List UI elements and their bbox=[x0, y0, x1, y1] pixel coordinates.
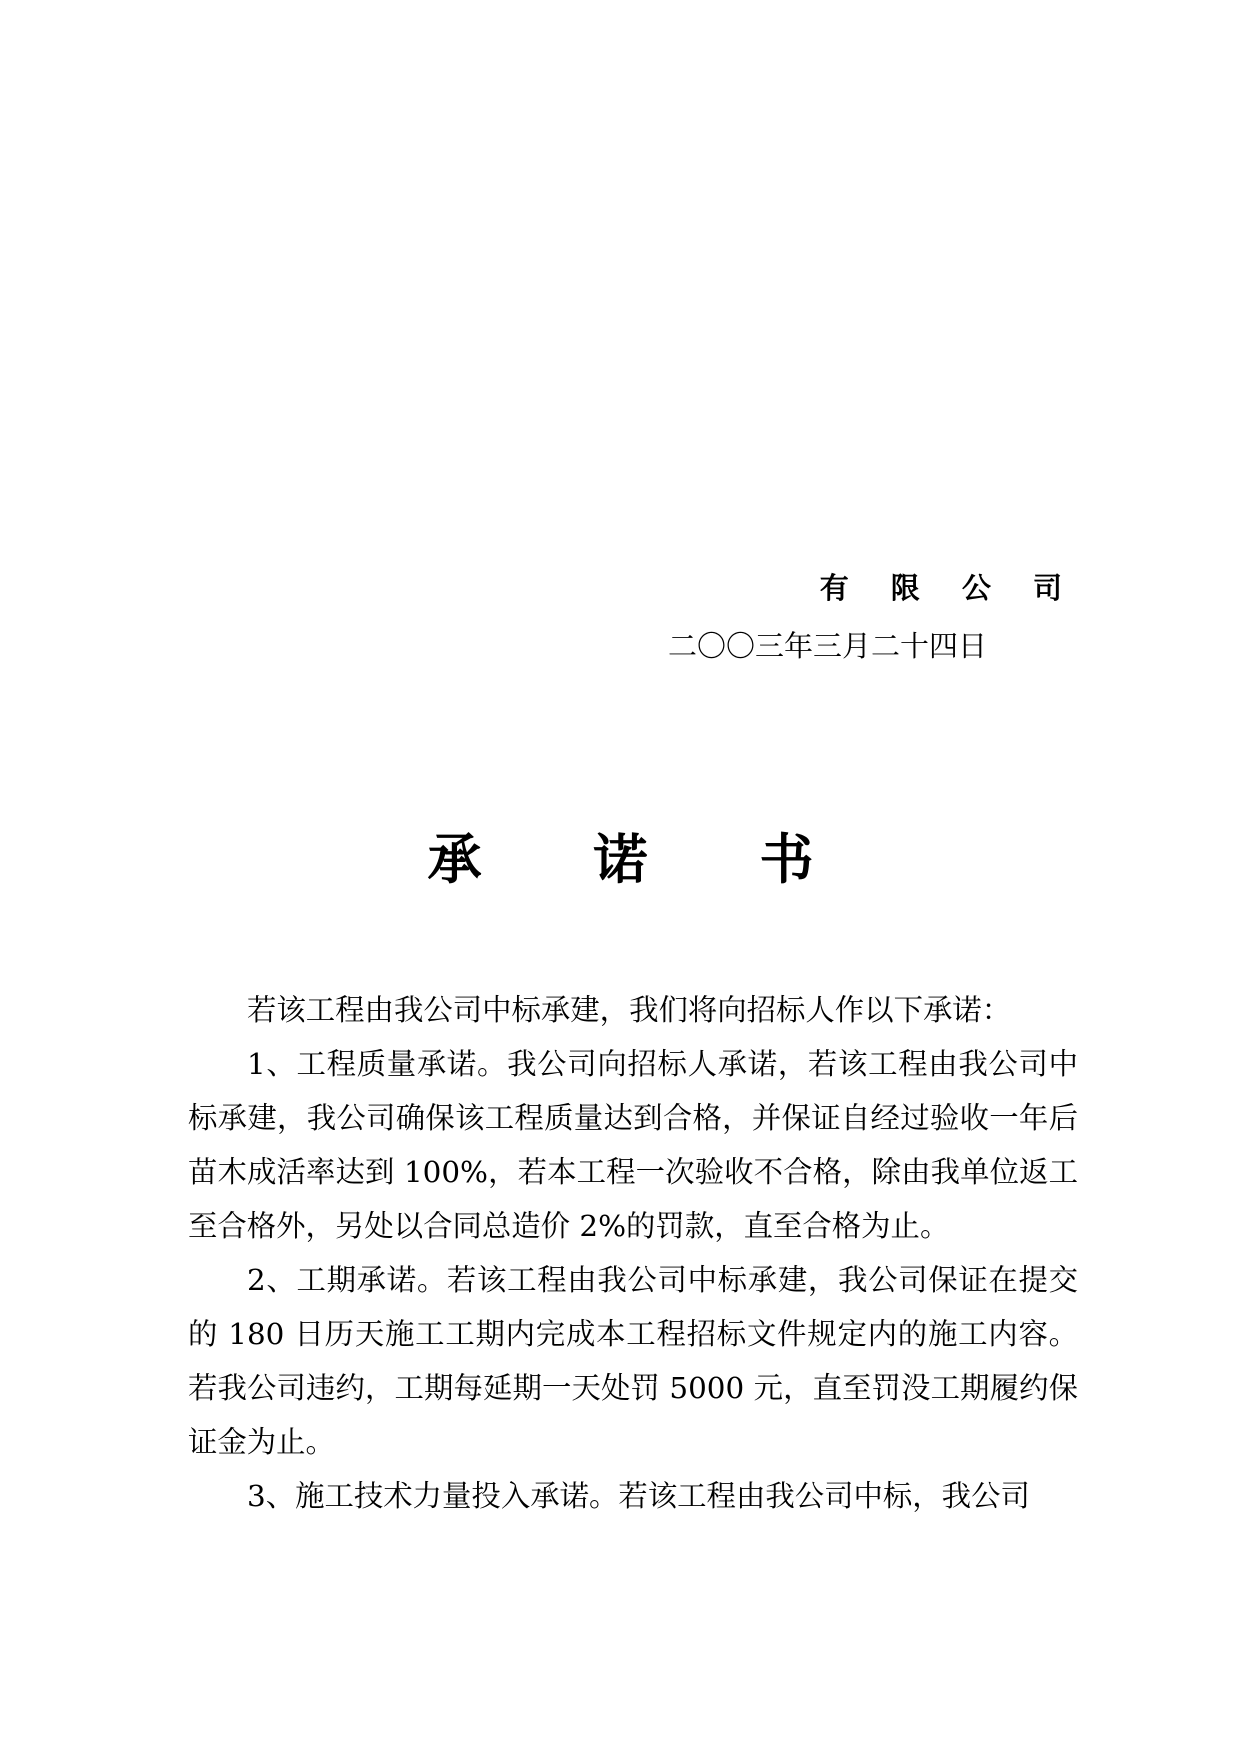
intro-paragraph: 若该工程由我公司中标承建，我们将向招标人作以下承诺： bbox=[247, 993, 1012, 1027]
company-name: 有 限 公 司 bbox=[819, 571, 1078, 605]
schedule-commitment-paragraph: 2、工期承诺。若该工程由我公司中标承建，我公司保证在提交的 180 日历天施工工期内完成本工程招标文件规定内的施工内容。若我公司违约，工期每延期一天处罚 5000 元，直至罚没工期履约保证金为止。 bbox=[188, 1263, 1079, 1459]
document-body bbox=[188, 983, 1078, 1523]
document-title bbox=[0, 824, 1241, 894]
quality-commitment-paragraph: 1、工程质量承诺。我公司向招标人承诺，若该工程由我公司中标承建，我公司确保该工程质量达到合格，并保证自经过验收一年后苗木成活率达到 100%，若本工程一次验收不合格，除由我单位返工至合格外，另处以合同总造价 2%的罚款，直至合格为止。 bbox=[188, 1047, 1078, 1243]
technical-commitment-paragraph: 3、施工技术力量投入承诺。若该工程由我公司中标，我公司 bbox=[247, 1479, 1030, 1513]
document-date: 二〇〇三年三月二十四日 bbox=[668, 629, 988, 663]
title-char-1: 承 bbox=[427, 827, 482, 891]
title-char-3: 书 bbox=[759, 827, 814, 891]
title-char-2: 诺 bbox=[593, 827, 648, 891]
